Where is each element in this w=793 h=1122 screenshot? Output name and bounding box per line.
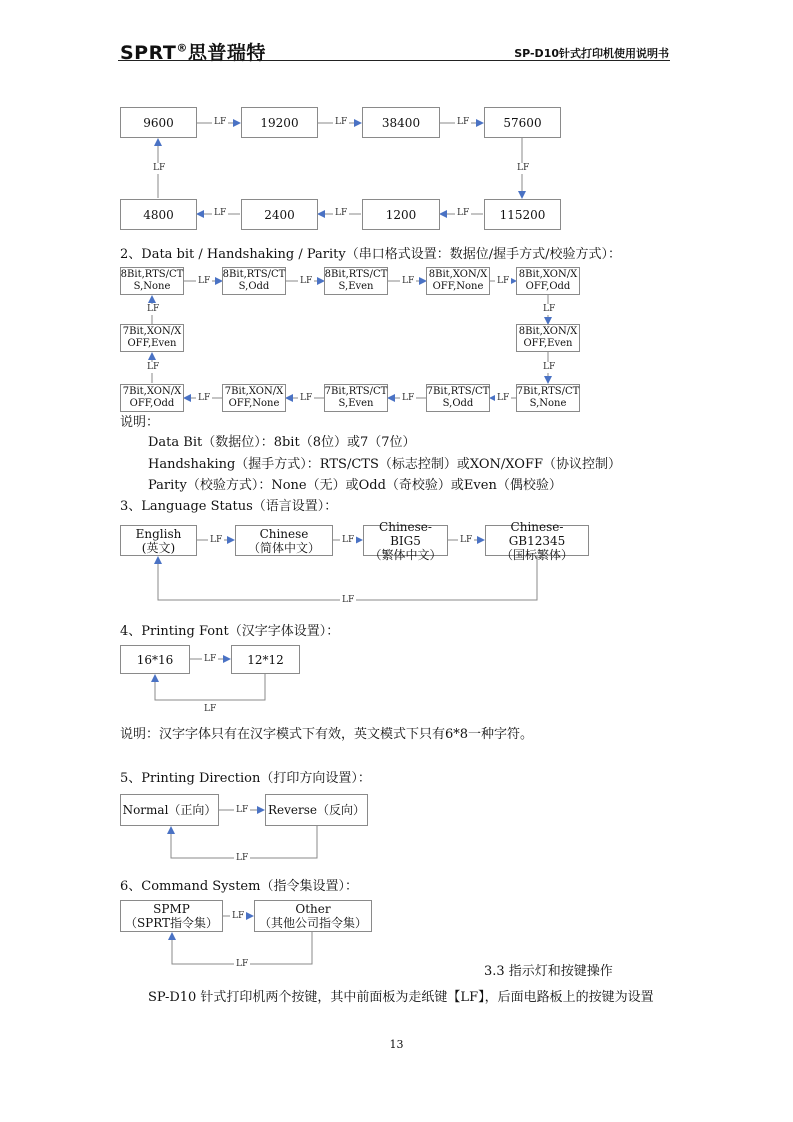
lf-label: LF	[153, 163, 166, 173]
format-box: 8Bit,XON/X OFF,Even	[516, 324, 580, 352]
body-paragraph: SP-D10 针式打印机两个按键，其中前面板为走纸键【LF】，后面电路板上的按键为设置	[148, 990, 654, 1005]
baud-box-115200: 115200	[484, 199, 561, 230]
section-heading-font: 4、Printing Font（汉字字体设置）：	[120, 624, 340, 639]
baud-box-1200: 1200	[362, 199, 440, 230]
language-box-big5: Chinese-BIG5 （繁体中文）	[363, 525, 448, 556]
lf-label: LF	[214, 208, 227, 218]
note-line: Handshaking（握手方式）：RTS/CTS（标志控制）或XON/XOFF（协议控制）	[148, 457, 622, 472]
baud-box-4800: 4800	[120, 199, 197, 230]
lf-label: LF	[232, 911, 245, 921]
lf-label: LF	[543, 362, 556, 372]
format-box: 7Bit,XON/X OFF,None	[222, 384, 286, 412]
lf-label: LF	[335, 117, 348, 127]
lf-label: LF	[300, 393, 313, 403]
lf-label: LF	[402, 393, 415, 403]
format-box: 7Bit,RTS/CT S,Even	[324, 384, 388, 412]
format-box: 7Bit,RTS/CT S,Odd	[426, 384, 490, 412]
format-box: 8Bit,RTS/CT S,Odd	[222, 267, 286, 295]
section-heading-direction: 5、Printing Direction（打印方向设置）：	[120, 771, 371, 786]
format-box: 7Bit,XON/X OFF,Even	[120, 324, 184, 352]
lf-label: LF	[457, 208, 470, 218]
lf-label: LF	[210, 535, 223, 545]
page-number: 13	[389, 1038, 404, 1051]
language-box-chinese: Chinese （简体中文）	[235, 525, 333, 556]
lf-label: LF	[342, 535, 355, 545]
lf-label: LF	[236, 853, 249, 863]
lf-label: LF	[460, 535, 473, 545]
baud-box-9600: 9600	[120, 107, 197, 138]
lf-label: LF	[497, 393, 510, 403]
command-box-spmp: SPMP （SPRT指令集）	[120, 900, 223, 932]
lf-label: LF	[497, 276, 510, 286]
lf-label: LF	[517, 163, 530, 173]
section-heading-command: 6、Command System（指令集设置）：	[120, 879, 358, 894]
lf-label: LF	[236, 805, 249, 815]
baud-box-57600: 57600	[484, 107, 561, 138]
font-box-16: 16*16	[120, 645, 190, 674]
document-title: SP-D10针式打印机使用说明书	[514, 47, 669, 60]
section-heading-data-bit: 2、Data bit / Handshaking / Parity（串口格式设置：数据位/握手方式/校验方式）：	[120, 247, 621, 262]
format-box: 8Bit,RTS/CT S,None	[120, 267, 184, 295]
format-box: 8Bit,RTS/CT S,Even	[324, 267, 388, 295]
lf-label: LF	[236, 959, 249, 969]
baud-box-38400: 38400	[362, 107, 440, 138]
lf-label: LF	[147, 304, 160, 314]
format-box: 8Bit,XON/X OFF,Odd	[516, 267, 580, 295]
language-box-english: English (英文)	[120, 525, 197, 556]
lf-label: LF	[457, 117, 470, 127]
lf-label: LF	[204, 654, 217, 664]
baud-box-2400: 2400	[241, 199, 318, 230]
lf-label: LF	[198, 276, 211, 286]
note-title: 说明：	[120, 415, 160, 430]
lf-label: LF	[198, 393, 211, 403]
lf-label: LF	[204, 704, 217, 714]
direction-box-normal: Normal（正向）	[120, 794, 219, 826]
lf-label: LF	[402, 276, 415, 286]
section-heading-3-3: 3.3 指示灯和按键操作	[484, 964, 613, 979]
direction-box-reverse: Reverse（反向）	[265, 794, 368, 826]
brand-logo: SPRT®思普瑞特	[120, 41, 266, 64]
language-box-gb12345: Chinese-GB12345 （国标繁体）	[485, 525, 589, 556]
lf-label: LF	[543, 304, 556, 314]
baud-box-19200: 19200	[241, 107, 318, 138]
lf-label: LF	[335, 208, 348, 218]
format-box: 7Bit,XON/X OFF,Odd	[120, 384, 184, 412]
lf-label: LF	[300, 276, 313, 286]
lf-label: LF	[214, 117, 227, 127]
section-heading-language: 3、Language Status（语言设置）：	[120, 499, 338, 514]
format-box: 8Bit,XON/X OFF,None	[426, 267, 490, 295]
font-box-12: 12*12	[231, 645, 300, 674]
font-note: 说明：汉字字体只有在汉字模式下有效，英文模式下只有6*8一种字符。	[120, 727, 534, 742]
lf-label: LF	[147, 362, 160, 372]
lf-label: LF	[342, 595, 355, 605]
format-box: 7Bit,RTS/CT S,None	[516, 384, 580, 412]
note-line: Data Bit（数据位）：8bit（8位）或7（7位）	[148, 435, 416, 450]
command-box-other: Other （其他公司指令集）	[254, 900, 372, 932]
note-line: Parity（校验方式）：None（无）或Odd（奇校验）或Even（偶校验）	[148, 478, 562, 493]
